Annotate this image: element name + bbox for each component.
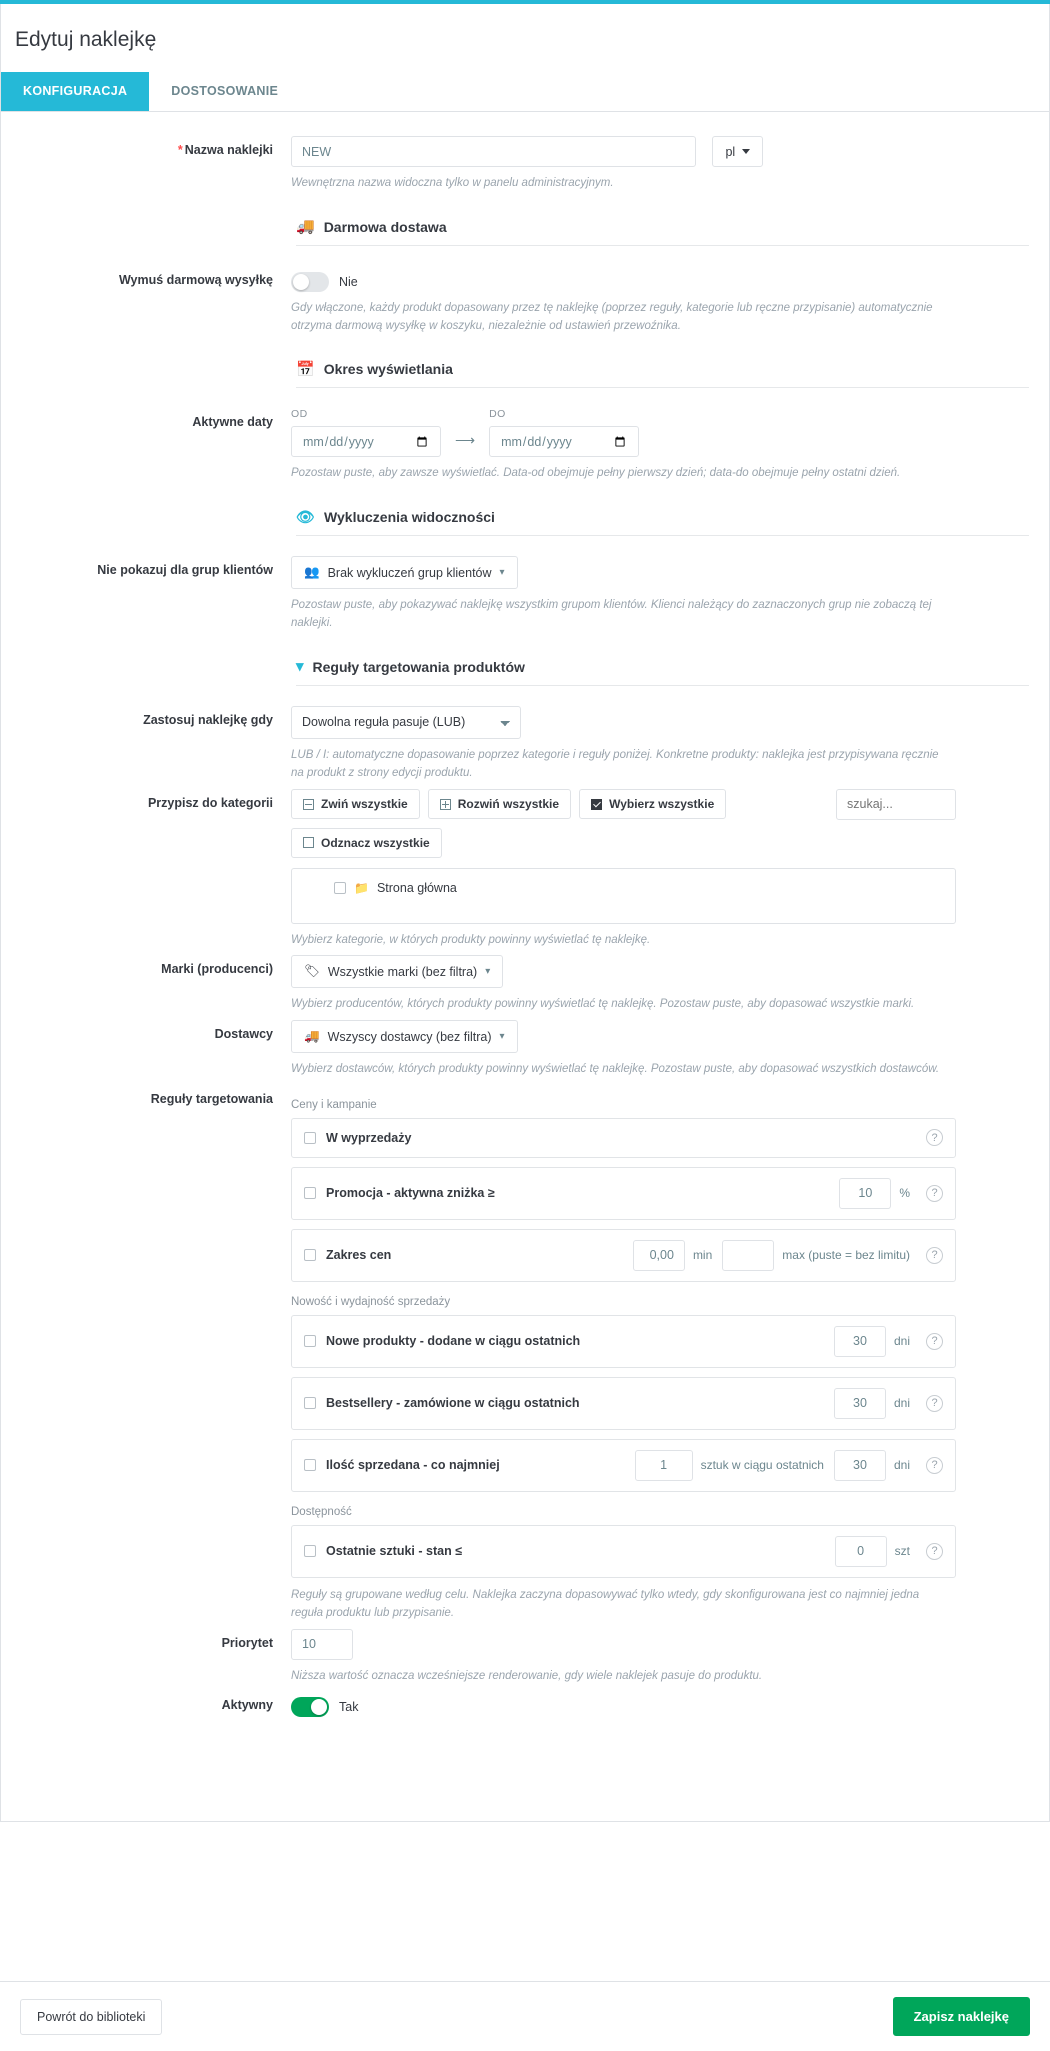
rules-group-caption-prices: Ceny i kampanie (291, 1098, 377, 1111)
rule-unit-quantity-sold: sztuk w ciągu ostatnich (700, 1458, 824, 1473)
rule-input-bestsellers-days[interactable] (834, 1388, 886, 1419)
active-toggle-label: Tak (339, 1700, 359, 1715)
hint-manufacturers: Wybierz producentów, których produkty powinny wyświetlać tę naklejkę. Pozostaw puste, aby dopasować wszystkie marki. (291, 998, 915, 1011)
divider-display-period (296, 387, 1029, 388)
hint-priority: Niższa wartość oznacza wcześniejsze renderowanie, gdy wiele naklejek pasuje do produktu. (291, 1669, 763, 1682)
rule-row-last-items[interactable] (291, 1525, 956, 1578)
rule-checkbox-quantity-sold[interactable] (304, 1459, 316, 1471)
page-title: Edytuj naklejkę (15, 28, 157, 51)
customer-groups-dropdown-label: Brak wykluczeń grup klientów (327, 565, 492, 580)
row-suppliers (21, 1018, 1029, 1079)
suppliers-dropdown[interactable] (291, 1020, 518, 1053)
category-toolbar (291, 789, 956, 858)
language-label: pl (725, 144, 736, 159)
row-sticker-name (21, 134, 1029, 193)
rule-label-promo-discount: Promocja - aktywna zniżka ≥ (326, 1186, 495, 1201)
customer-groups-dropdown[interactable] (291, 556, 518, 589)
footer-bar (0, 1981, 1050, 2051)
section-display-period (296, 361, 1029, 377)
hint-apply-when: LUB / I: automatyczne dopasowanie poprzez kategorie i reguły poniżej. Konkretne produkty: naklejka jest przypisywana ręcznie na produkt z strony edycji produktu. (291, 748, 939, 779)
users-icon: 👥 (304, 565, 320, 580)
label-active-dates: Aktywne daty (192, 415, 273, 430)
filter-icon: ▾ (296, 658, 304, 676)
rule-unit-price-max: max (puste = bez limitu) (782, 1248, 910, 1263)
row-categories (21, 787, 1029, 950)
free-shipping-toggle[interactable] (291, 272, 329, 292)
row-customer-group-exclusions (21, 554, 1029, 633)
chevron-down-icon: ▾ (499, 567, 505, 579)
apply-when-select[interactable] (291, 706, 521, 739)
rules-group-caption-novelty: Nowość i wydajność sprzedaży (291, 1295, 451, 1308)
rule-row-quantity-sold[interactable] (291, 1439, 956, 1492)
hint-customer-group-exclusions: Pozostaw puste, aby pokazywać naklejkę wszystkim grupom klientów. Klienci należący do zaznaczonych grup nie zobaczą tej naklejki. (291, 599, 932, 630)
label-customer-group-exclusions: Nie pokazuj dla grup klientów (97, 563, 273, 578)
chevron-down-icon: ▾ (485, 966, 491, 978)
eye-slash-icon: 👁 (296, 508, 316, 526)
row-active (21, 1689, 1029, 1717)
row-active-dates (21, 406, 1029, 483)
rule-input-quantity-sold[interactable] (635, 1450, 693, 1481)
hint-free-shipping: Gdy włączone, każdy produkt dopasowany przez tę naklejkę (poprzez reguły, kategorie lub ręczne przypisanie) automatycznie otrzyma darmową wysyłkę w koszyku, niezależnie od ustawień przewoźnika. (291, 301, 933, 332)
label-suppliers: Dostawcy (214, 1027, 273, 1042)
rule-checkbox-on-sale[interactable] (304, 1132, 316, 1144)
tab-bar (1, 72, 1049, 112)
section-title-display-period: Okres wyświetlania (323, 361, 453, 378)
rule-unit-price-min: min (692, 1248, 713, 1263)
rule-input-price-min[interactable] (633, 1240, 685, 1271)
divider-visibility-exclusions (296, 535, 1029, 536)
rule-row-promo-discount[interactable] (291, 1167, 956, 1220)
rule-input-last-items[interactable] (835, 1536, 887, 1567)
rule-label-new-products: Nowe produkty - dodane w ciągu ostatnich (326, 1334, 581, 1349)
rules-group-caption-availability: Dostępność (291, 1505, 352, 1518)
hint-rules: Reguły są grupowane według celu. Naklejka zaczyna dopasowywać tylko wtedy, gdy skonfigurowana jest co najmniej jedna reguła produktu lub przypisanie. (291, 1588, 920, 1619)
label-date-to: DO (489, 408, 506, 421)
rule-unit-promo-discount: % (899, 1186, 910, 1201)
arrow-icon: ⟶ (455, 432, 476, 449)
rule-checkbox-price-range[interactable] (304, 1249, 316, 1261)
section-free-shipping (296, 219, 1029, 235)
label-manufacturers: Marki (producenci) (161, 962, 273, 977)
divider-targeting-rules (296, 685, 1029, 686)
expand-all-button[interactable]: Rozwiń wszystkie (428, 789, 571, 819)
label-apply-when: Zastosuj naklejkę gdy (143, 712, 273, 727)
category-tree-item[interactable] (306, 881, 941, 895)
back-to-library-button[interactable]: Powrót do biblioteki (20, 1999, 162, 2035)
row-rules (21, 1083, 1029, 1623)
label-categories: Przypisz do kategorii (147, 795, 273, 810)
date-from-input[interactable] (291, 426, 441, 457)
hint-sticker-name: Wewnętrzna nazwa widoczna tylko w panelu administracyjnym. (291, 177, 614, 189)
rule-checkbox-last-items[interactable] (304, 1545, 316, 1557)
rule-label-price-range: Zakres cen (326, 1248, 392, 1263)
help-icon[interactable]: ? (926, 1457, 943, 1474)
sticker-name-input[interactable] (291, 136, 696, 167)
section-title-free-shipping: Darmowa dostawa (323, 218, 447, 235)
rule-row-new-products[interactable] (291, 1315, 956, 1368)
rule-label-bestsellers: Bestsellery - zamówione w ciągu ostatnich (326, 1396, 580, 1411)
section-targeting-rules (296, 659, 1029, 675)
row-priority (21, 1627, 1029, 1686)
label-force-free-shipping: Wymuś darmową wysyłkę (118, 272, 273, 287)
hint-suppliers: Wybierz dostawców, których produkty powinny wyświetlać tę naklejkę. Pozostaw puste, aby dopasować wszystkich dostawców. (291, 1063, 940, 1076)
category-checkbox[interactable] (334, 882, 346, 894)
active-toggle[interactable] (291, 1697, 329, 1717)
free-shipping-toggle-label: Nie (339, 274, 358, 289)
rule-label-on-sale: W wyprzedaży (326, 1130, 412, 1145)
rule-input-new-products-days[interactable] (834, 1326, 886, 1357)
category-search-input[interactable] (836, 789, 956, 820)
tab-dostosowanie[interactable]: DOSTOSOWANIE (171, 84, 279, 98)
expand-icon (440, 799, 451, 810)
rule-input-quantity-sold-days[interactable] (834, 1450, 886, 1481)
rule-unit-last-items: szt (894, 1544, 910, 1559)
rule-checkbox-bestsellers[interactable] (304, 1397, 316, 1409)
hint-categories: Wybierz kategorie, w których produkty powinny wyświetlać tę naklejkę. (291, 933, 651, 946)
chevron-down-icon: ▾ (499, 1031, 505, 1043)
truck-icon: 🚚 (296, 218, 315, 236)
help-icon[interactable]: ? (926, 1395, 943, 1412)
rule-input-promo-discount[interactable] (839, 1178, 891, 1209)
priority-input[interactable] (291, 1629, 353, 1660)
uncheck-all-icon (303, 837, 314, 848)
rule-unit-bestsellers-days: dni (893, 1396, 910, 1411)
suppliers-dropdown-label: Wszyscy dostawcy (bez filtra) (327, 1029, 492, 1044)
required-asterisk: * (177, 143, 183, 157)
hint-active-dates: Pozostaw puste, aby zawsze wyświetlać. Data-od obejmuje pełny pierwszy dzień; data-do obejmuje pełny ostatni dzień. (291, 467, 901, 480)
form-body (1, 112, 1049, 1821)
divider-free-shipping (296, 245, 1029, 246)
label-priority: Priorytet (221, 1635, 273, 1650)
folder-icon: 📁 (354, 880, 369, 895)
rule-unit-new-products-days: dni (893, 1334, 910, 1349)
category-label: Strona główna (376, 880, 457, 895)
help-icon[interactable]: ? (926, 1247, 943, 1264)
label-sticker-name: * Nazwa naklejki (177, 143, 273, 157)
row-apply-when (21, 704, 1029, 783)
rule-row-on-sale[interactable] (291, 1118, 956, 1158)
tag-icon: 🏷 (304, 964, 320, 979)
section-visibility-exclusions (296, 509, 1029, 525)
help-icon[interactable]: ? (926, 1333, 943, 1350)
row-manufacturers (21, 953, 1029, 1014)
tab-konfiguracja[interactable]: KONFIGURACJA (1, 72, 149, 111)
row-force-free-shipping (21, 264, 1029, 336)
rule-row-price-range[interactable] (291, 1229, 956, 1282)
truck-small-icon: 🚚 (304, 1029, 320, 1044)
edit-sticker-panel (0, 4, 1050, 1822)
label-active: Aktywny (221, 1698, 273, 1713)
section-title-targeting-rules: Reguły targetowania produktów (312, 658, 525, 675)
label-rules: Reguły targetowania (150, 1091, 273, 1106)
rule-checkbox-new-products[interactable] (304, 1335, 316, 1347)
calendar-icon: 📅 (296, 360, 315, 378)
manufacturers-dropdown-label: Wszystkie marki (bez filtra) (327, 964, 478, 979)
language-selector[interactable] (712, 136, 763, 167)
collapse-icon (303, 799, 314, 810)
chevron-down-icon (742, 149, 750, 154)
select-all-button[interactable]: Wybierz wszystkie (579, 789, 726, 819)
label-date-from: OD (291, 408, 308, 421)
rule-unit-quantity-sold-days: dni (893, 1458, 910, 1473)
help-icon[interactable]: ? (926, 1543, 943, 1560)
collapse-all-button[interactable]: Zwiń wszystkie (291, 789, 420, 819)
rule-label-last-items: Ostatnie sztuki - stan ≤ (326, 1544, 463, 1559)
help-icon[interactable]: ? (926, 1185, 943, 1202)
manufacturers-dropdown[interactable] (291, 955, 503, 988)
help-icon[interactable]: ? (926, 1129, 943, 1146)
date-to-input[interactable] (489, 426, 639, 457)
section-title-visibility-exclusions: Wykluczenia widoczności (324, 509, 495, 526)
save-sticker-button[interactable]: Zapisz naklejkę (893, 1997, 1030, 2036)
deselect-all-button[interactable]: Odznacz wszystkie (291, 828, 442, 858)
rule-input-price-max[interactable] (722, 1240, 774, 1271)
rule-checkbox-promo-discount[interactable] (304, 1187, 316, 1199)
check-all-icon (591, 799, 602, 810)
rule-row-bestsellers[interactable] (291, 1377, 956, 1430)
category-tree (291, 868, 956, 924)
rule-label-quantity-sold: Ilość sprzedana - co najmniej (326, 1458, 500, 1473)
